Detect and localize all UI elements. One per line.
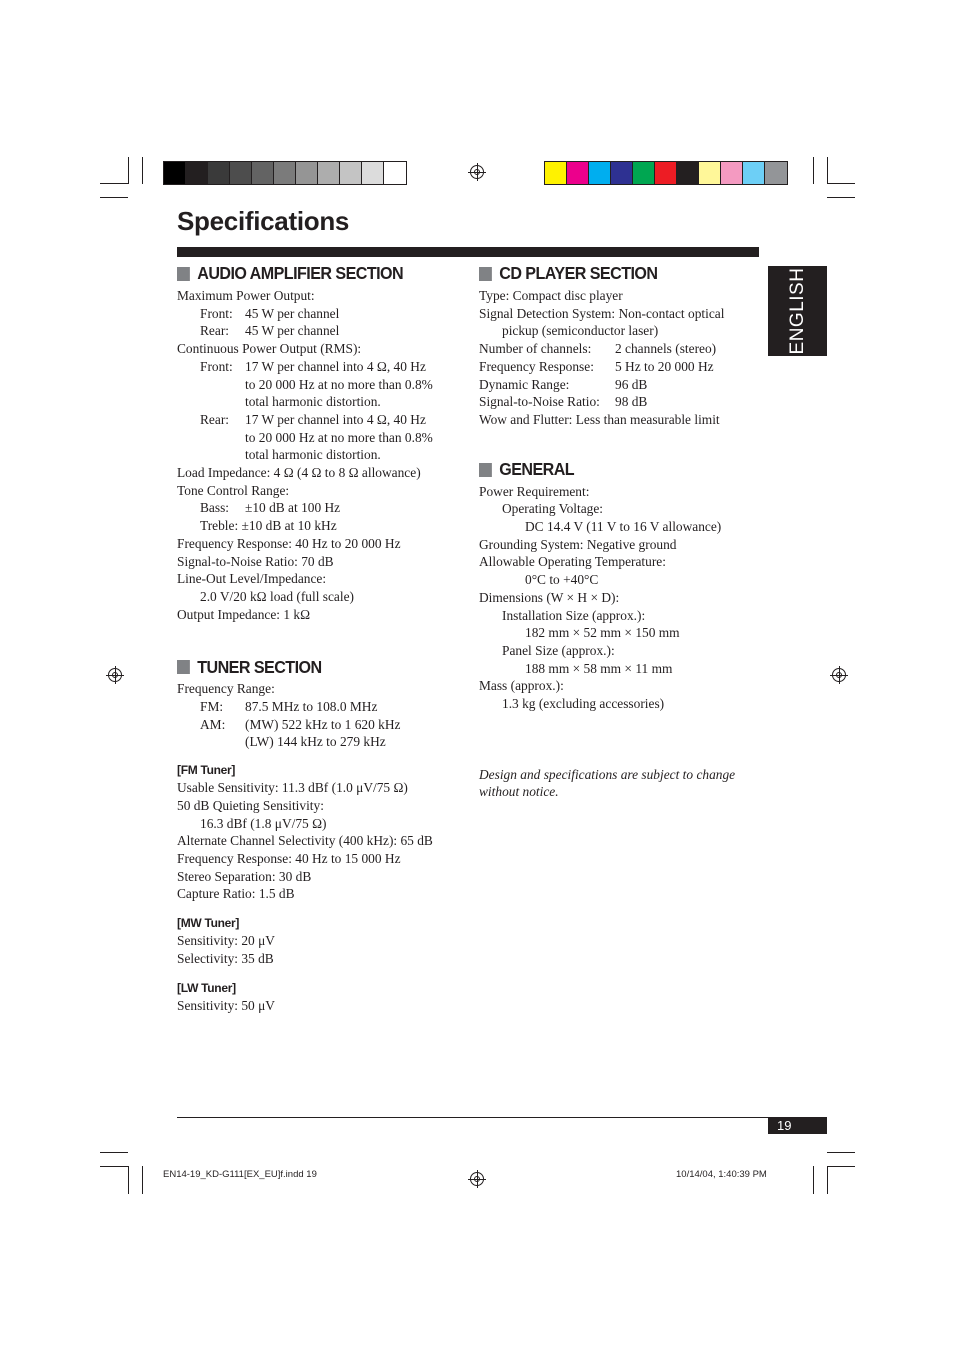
grayscale-color-bar [163, 161, 407, 185]
spec-line: Dynamic Range: 96 dB [479, 376, 648, 392]
spec-line: Sensitivity: 50 μV [177, 997, 275, 1013]
spec-line: Panel Size (approx.): [502, 642, 615, 658]
spec-line: 0°C to +40°C [525, 572, 599, 588]
spec-line: Wow and Flutter: Less than measurable limit [479, 411, 720, 427]
spec-line: 188 mm × 58 mm × 11 mm [525, 660, 673, 676]
crop-mark [827, 183, 855, 184]
tuner-heading: TUNER SECTION [177, 656, 444, 678]
spec-line: Mass (approx.): [479, 678, 564, 694]
spec-line: Selectivity: 35 dB [177, 950, 274, 966]
spec-line: AM: (MW) 522 kHz to 1 620 kHz [200, 716, 401, 732]
spec-line: Maximum Power Output: [177, 288, 315, 303]
spec-line: FM: 87.5 MHz to 108.0 MHz [200, 699, 378, 715]
spec-line: pickup (semiconductor laser) [502, 323, 659, 339]
spec-line: Line-Out Level/Impedance: [177, 571, 327, 587]
title-rule [177, 247, 759, 257]
general-heading: GENERAL [479, 459, 741, 481]
crop-mark [813, 157, 814, 184]
color-swatch [208, 162, 230, 184]
spec-line: to 20 000 Hz at no more than 0.8% [245, 429, 433, 445]
spec-line: to 20 000 Hz at no more than 0.8% [245, 376, 433, 392]
color-swatch [721, 162, 743, 184]
registration-mark-icon [470, 165, 484, 179]
color-swatch [611, 162, 633, 184]
spec-line: Grounding System: Negative ground [479, 536, 677, 552]
spec-line: Output Impedance: 1 kΩ [177, 606, 311, 622]
spec-line: 182 mm × 52 mm × 150 mm [525, 625, 680, 641]
page-number: 19 [768, 1118, 827, 1134]
spec-line: Frequency Response: 5 Hz to 20 000 Hz [479, 358, 714, 374]
spec-line: Signal Detection System: Non-contact optical [479, 305, 725, 321]
registration-mark-icon [832, 668, 846, 682]
color-swatch [567, 162, 589, 184]
spec-line: Rear: 45 W per channel [200, 323, 340, 339]
spec-line: Front: 17 W per channel into 4 Ω, 40 Hz [200, 358, 426, 374]
spec-line: Treble: ±10 dB at 10 kHz [200, 518, 337, 534]
spec-line: Frequency Response: 40 Hz to 15 000 Hz [177, 850, 401, 866]
color-swatch [765, 162, 787, 184]
color-swatch [545, 162, 567, 184]
spec-line: Allowable Operating Temperature: [479, 554, 666, 570]
color-swatch [318, 162, 340, 184]
spec-line: Usable Sensitivity: 11.3 dBf (1.0 μV/75 Ω) [177, 780, 408, 796]
spec-line: Alternate Channel Selectivity (400 kHz): 65 dB [177, 833, 433, 849]
spec-line: Power Requirement: [479, 483, 590, 499]
lw-tuner-subheading: [LW Tuner] [177, 980, 236, 995]
section-square-icon [177, 267, 190, 281]
spec-line: Number of channels: 2 channels (stereo) [479, 341, 717, 357]
spec-line: Front: 45 W per channel [200, 305, 340, 321]
spec-line: 2.0 V/20 kΩ load (full scale) [200, 588, 354, 604]
crop-mark [827, 1166, 855, 1167]
color-swatch [362, 162, 384, 184]
audio-amplifier-heading: AUDIO AMPLIFIER SECTION [177, 263, 444, 285]
crop-mark [827, 157, 828, 184]
process-color-bar [544, 161, 788, 185]
color-swatch [384, 162, 406, 184]
spec-line: Bass: ±10 dB at 100 Hz [200, 500, 341, 516]
crop-mark [813, 1166, 814, 1194]
left-column [177, 263, 467, 1014]
registration-mark-icon [108, 668, 122, 682]
crop-mark [100, 183, 128, 184]
color-swatch [743, 162, 765, 184]
spec-line: Signal-to-Noise Ratio: 98 dB [479, 394, 648, 410]
spec-line: Continuous Power Output (RMS): [177, 341, 362, 357]
spec-line: total harmonic distortion. [245, 394, 381, 410]
registration-mark-icon [470, 1172, 484, 1186]
spec-line: Capture Ratio: 1.5 dB [177, 886, 295, 902]
color-swatch [340, 162, 362, 184]
color-swatch [677, 162, 699, 184]
color-swatch [296, 162, 318, 184]
crop-mark [142, 1166, 143, 1194]
spec-line: Sensitivity: 20 μV [177, 933, 275, 949]
footer-rule [177, 1117, 827, 1118]
crop-mark [100, 1152, 128, 1153]
color-swatch [252, 162, 274, 184]
section-square-icon [479, 267, 492, 281]
spec-line: Signal-to-Noise Ratio: 70 dB [177, 553, 334, 569]
section-square-icon [479, 463, 492, 477]
spec-line: Rear: 17 W per channel into 4 Ω, 40 Hz [200, 411, 426, 427]
spec-line: (LW) 144 kHz to 279 kHz [245, 734, 386, 750]
spec-line: Installation Size (approx.): [502, 607, 646, 623]
spec-line: 50 dB Quieting Sensitivity: [177, 797, 324, 813]
spec-line: Dimensions (W × H × D): [479, 589, 620, 605]
spec-line: 1.3 kg (excluding accessories) [502, 696, 665, 712]
color-swatch [230, 162, 252, 184]
spec-line: total harmonic distortion. [245, 447, 381, 463]
page-title: Specifications [177, 206, 350, 236]
cd-player-heading: CD PLAYER SECTION [479, 263, 741, 285]
crop-mark [100, 197, 128, 198]
color-swatch [699, 162, 721, 184]
footer-timestamp: 10/14/04, 1:40:39 PM [676, 1169, 767, 1180]
crop-mark [128, 1166, 129, 1194]
color-swatch [164, 162, 186, 184]
right-column [479, 263, 764, 801]
section-square-icon [177, 660, 190, 674]
spec-line: Type: Compact disc player [479, 288, 623, 303]
fm-tuner-subheading: [FM Tuner] [177, 763, 236, 778]
crop-mark [142, 157, 143, 184]
crop-mark [128, 157, 129, 184]
spec-line: Operating Voltage: [502, 501, 604, 517]
spec-line: Load Impedance: 4 Ω (4 Ω to 8 Ω allowance) [177, 465, 421, 481]
footer-file-name: EN14-19_KD-G111[EX_EU]f.indd 19 [163, 1169, 317, 1180]
crop-mark [827, 197, 855, 198]
mw-tuner-subheading: [MW Tuner] [177, 916, 240, 931]
spec-line: Frequency Range: [177, 681, 275, 697]
disclaimer-note: Design and specifications are subject to change without notice. [479, 766, 736, 800]
language-tab: ENGLISH [768, 266, 827, 356]
color-swatch [633, 162, 655, 184]
color-swatch [589, 162, 611, 184]
spec-line: Stereo Separation: 30 dB [177, 868, 312, 884]
color-swatch [655, 162, 677, 184]
crop-mark [827, 1166, 828, 1194]
crop-mark [827, 1152, 855, 1153]
color-swatch [274, 162, 296, 184]
spec-line: 16.3 dBf (1.8 μV/75 Ω) [200, 815, 327, 831]
color-swatch [186, 162, 208, 184]
spec-line: Frequency Response: 40 Hz to 20 000 Hz [177, 535, 401, 551]
crop-mark [100, 1166, 128, 1167]
spec-line: DC 14.4 V (11 V to 16 V allowance) [525, 519, 722, 535]
spec-line: Tone Control Range: [177, 482, 290, 498]
